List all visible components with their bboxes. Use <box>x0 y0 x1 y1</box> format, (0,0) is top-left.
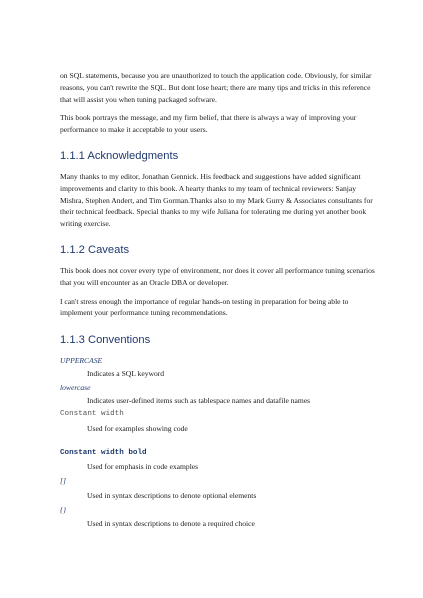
convention-desc-braces: Used in syntax descriptions to denote a required choice <box>87 519 255 529</box>
caveats-paragraph-1: This book does not cover every type of environment, nor does it cover all performance tuning scenarios that you will encounter as an Oracle DBA or developer. <box>60 265 375 287</box>
convention-desc-brackets: Used in syntax descriptions to denote optional elements <box>87 491 257 501</box>
convention-desc-constant-width: Used for examples showing code <box>87 424 188 434</box>
section-heading-acknowledgments: 1.1.1 Acknowledgments <box>60 149 179 162</box>
convention-desc-uppercase: Indicates a SQL keyword <box>87 369 165 379</box>
document-page <box>60 62 378 529</box>
caveats-paragraph-2: I can't stress enough the importance of regular hands-on testing in preparation for being able to implement your performance tuning recommendations. <box>60 296 349 318</box>
intro-paragraph-2: This book portrays the message, and my firm belief, that there is always a way of improving your performance to make it acceptable to your users. <box>60 113 357 135</box>
section-heading-conventions: 1.1.3 Conventions <box>60 334 151 347</box>
convention-desc-lowercase: Indicates user-defined items such as tablespace names and datafile names <box>87 396 311 406</box>
convention-term-lowercase: lowercase <box>60 383 91 393</box>
convention-term-brackets: [] <box>60 476 66 486</box>
convention-desc-constant-width-bold: Used for emphasis in code examples <box>87 462 199 472</box>
convention-term-constant-width: Constant width <box>60 410 124 419</box>
convention-term-constant-width-bold: Constant width bold <box>60 449 147 458</box>
section-heading-caveats: 1.1.2 Caveats <box>60 243 130 256</box>
convention-term-uppercase: UPPERCASE <box>60 356 103 366</box>
intro-paragraph-1: on SQL statements, because you are unauthorized to touch the application code. Obviously, for similar reasons, you can't rewrite the SQL. But dont lose heart; there are many tips and tricks in this reference that will assist you when tuning packaged software. <box>60 71 372 104</box>
acknowledgments-paragraph: Many thanks to my editor, Jonathan Gennick. His feedback and suggestions have added significant improvements and clarity to this book. A hearty thanks to my team of technical reviewers: Sanjay Mishra, Stephen Andert, and Tim Gorman.Thanks also to my Mark Gurry & Associates consultants for their technical feedback. Special thanks to my wife Juliana for tolerating me during yet another book writing exercise. <box>60 171 373 229</box>
convention-term-braces: {} <box>60 505 67 515</box>
conventions-list <box>60 355 378 529</box>
